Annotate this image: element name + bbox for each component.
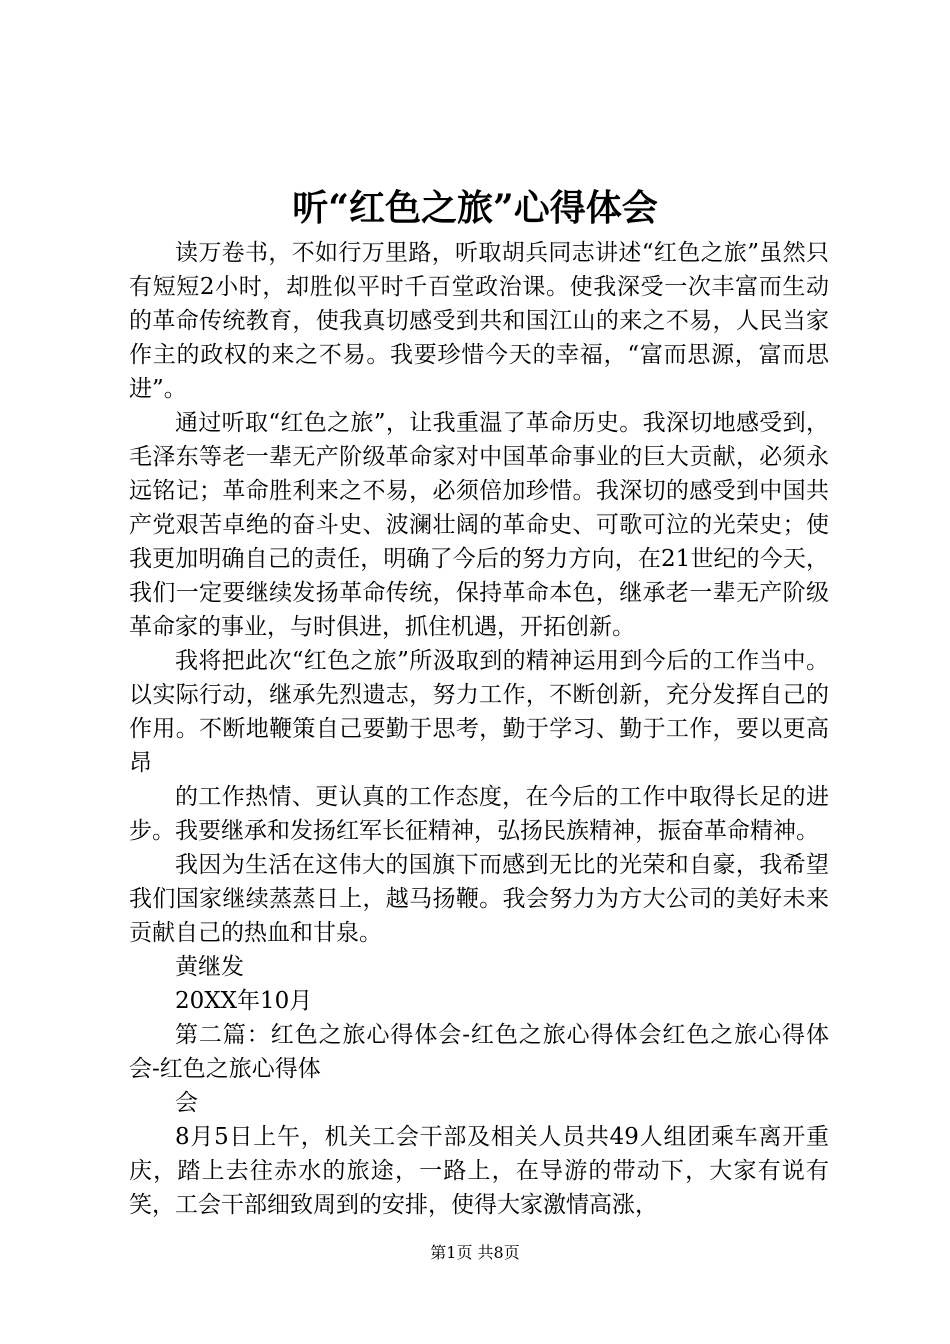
- document-body: [129, 236, 829, 1222]
- paragraph-4: 的工作热情、更认真的工作态度，在今后的工作中取得长足的进步。我要继承和发扬红军长征精神，弘扬民族精神，振奋革命精神。: [129, 784, 829, 844]
- author-signature: 黄继发: [175, 954, 244, 980]
- paragraph-3: 我将把此次“红色之旅”所汲取到的精神运用到今后的工作当中。以实际行动，继承先烈遗志，努力工作，不断创新，充分发挥自己的作用。不断地鞭策自己要勤于思考，勤于学习、勤于工作，要以更高昂: [129, 648, 829, 776]
- paragraph-6: 8月5日上午，机关工会干部及相关人员共49人组团乘车离开重庆，踏上去往赤水的旅途，一路上，在导游的带动下，大家有说有笑，工会干部细致周到的安排，使得大家激情高涨，: [129, 1124, 829, 1218]
- document-title: 听“红色之旅”心得体会: [292, 187, 658, 229]
- page-footer: 第1页 共8页: [430, 1243, 520, 1262]
- second-article-heading: 第二篇：红色之旅心得体会-红色之旅心得体会红色之旅心得体会-红色之旅心得体: [129, 1022, 829, 1082]
- second-article-heading-cont: 会: [175, 1090, 198, 1116]
- date-line: 20XX年10月: [175, 988, 313, 1014]
- paragraph-5: 我因为生活在这伟大的国旗下而感到无比的光荣和自豪，我希望我们国家继续蒸蒸日上，越马扬鞭。我会努力为方大公司的美好未来贡献自己的热血和甘泉。: [129, 852, 829, 946]
- paragraph-2: 通过听取“红色之旅”，让我重温了革命历史。我深切地感受到，毛泽东等老一辈无产阶级革命家对中国革命事业的巨大贡献，必须永远铭记；革命胜利来之不易，必须倍加珍惜。我深切的感受到中国共产党艰苦卓绝的奋斗史、波澜壮阔的革命史、可歌可泣的光荣史；使我更加明确自己的责任，明确了今后的努力方向，在21世纪的今天，我们一定要继续发扬革命传统，保持革命本色，继承老一辈无产阶级革命家的事业，与时俱进，抓住机遇，开拓创新。: [129, 410, 829, 640]
- paragraph-1: 读万卷书，不如行万里路，听取胡兵同志讲述“红色之旅”虽然只有短短2小时，却胜似平时千百堂政治课。使我深受一次丰富而生动的革命传统教育，使我真切感受到共和国江山的来之不易，人民当家作主的政权的来之不易。我要珍惜今天的幸福，“富而思源，富而思进”。: [129, 240, 829, 402]
